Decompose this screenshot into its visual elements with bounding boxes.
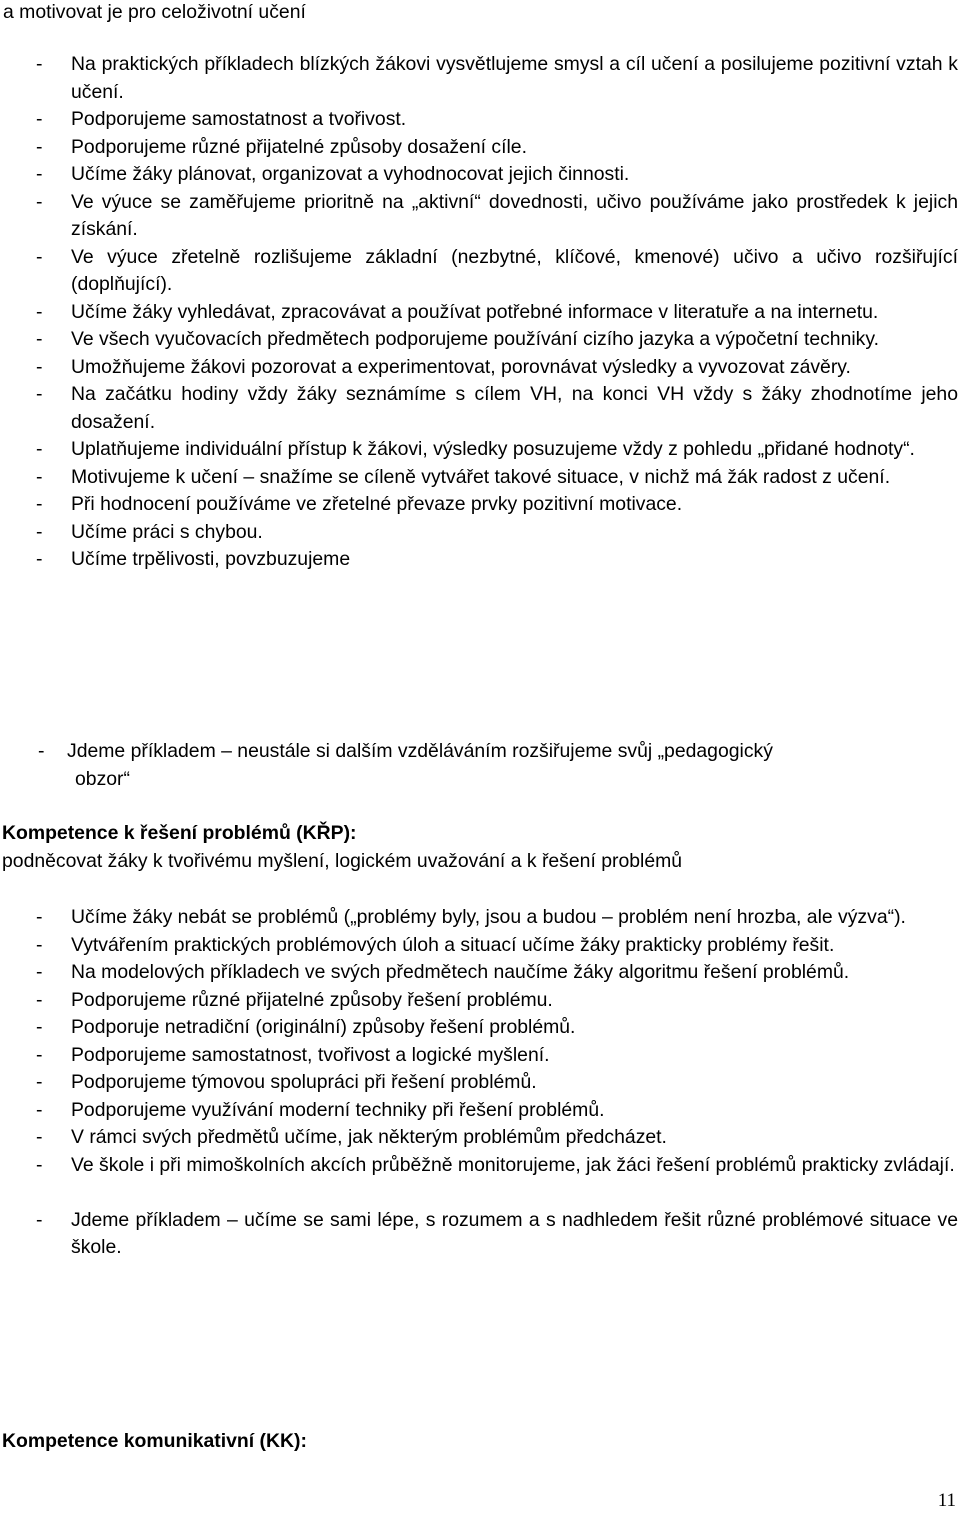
learning-competence-list bbox=[0, 51, 958, 574]
example-line-2: obzor“ bbox=[75, 767, 130, 790]
list-item: - Motivujeme k učení – snažíme se cíleně vytvářet takové situace, v nichž má žák radost z učení. bbox=[0, 464, 958, 492]
list-item: - Učíme žáky plánovat, organizovat a vyhodnocovat jejich činnosti. bbox=[0, 161, 958, 189]
example-bullet-list bbox=[0, 738, 958, 793]
section-subheading-krp: podněcovat žáky k tvořivému myšlení, logickém uvažování a k řešení problémů bbox=[2, 850, 683, 872]
list-item: - Jdeme příkladem – učíme se sami lépe, s rozumem a s nadhledem řešit různé problémové situace ve škole. bbox=[0, 1207, 958, 1262]
list-item: - Podporujeme různé přijatelné způsoby řešení problému. bbox=[0, 987, 958, 1015]
list-item: - Na praktických příkladech blízkých žákovi vysvětlujeme smysl a cíl učení a posilujeme pozitivní vztah k učení. bbox=[0, 51, 958, 106]
list-item: - Podporujeme samostatnost a tvořivost. bbox=[0, 106, 958, 134]
list-item: - Učíme žáky vyhledávat, zpracovávat a používat potřebné informace v literatuře a na internetu. bbox=[0, 299, 958, 327]
list-item: - Ve všech vyučovacích předmětech podporujeme používání cizího jazyka a výpočetní techniky. bbox=[0, 326, 958, 354]
list-item: - Učíme trpělivosti, povzbuzujeme bbox=[0, 546, 958, 574]
list-item: - Na modelových příkladech ve svých předmětech naučíme žáky algoritmu řešení problémů. bbox=[0, 959, 958, 987]
list-item: - Uplatňujeme individuální přístup k žákovi, výsledky posuzujeme vždy z pohledu „přidané hodnoty“. bbox=[0, 436, 958, 464]
list-item: - Na začátku hodiny vždy žáky seznámíme s cílem VH, na konci VH vždy s žáky zhodnotíme jeho dosažení. bbox=[0, 381, 958, 436]
list-item: - Podporujeme samostatnost, tvořivost a logické myšlení. bbox=[0, 1042, 958, 1070]
list-item: - Ve výuce se zaměřujeme prioritně na „aktivní“ dovednosti, učivo používáme jako prostředek k jejich získání. bbox=[0, 189, 958, 244]
section-heading-kk: Kompetence komunikativní (KK): bbox=[2, 1430, 307, 1452]
list-item: - Při hodnocení používáme ve zřetelné převaze prvky pozitivní motivace. bbox=[0, 491, 958, 519]
list-item: - Učíme práci s chybou. bbox=[0, 519, 958, 547]
list-item bbox=[0, 738, 958, 793]
list-item: - Podporujeme využívání moderní techniky při řešení problémů. bbox=[0, 1097, 958, 1125]
list-item: - Ve výuce zřetelně rozlišujeme základní (nezbytné, klíčové, kmenové) učivo a učivo rozšiřující (doplňující). bbox=[0, 244, 958, 299]
list-item: - Učíme žáky nebát se problémů („problémy byly, jsou a budou – problém není hrozba, ale výzva“). bbox=[0, 904, 958, 932]
section-heading-krp: Kompetence k řešení problémů (KŘP): bbox=[2, 822, 357, 844]
list-item: - Podporuje netradiční (originální) způsoby řešení problémů. bbox=[0, 1014, 958, 1042]
list-item: - Umožňujeme žákovi pozorovat a experimentovat, porovnávat výsledky a vyvozovat závěry. bbox=[0, 354, 958, 382]
list-item: - Ve škole i při mimoškolních akcích průběžně monitorujeme, jak žáci řešení problémů prakticky zvládají. bbox=[0, 1152, 958, 1180]
problem-solving-list bbox=[0, 904, 958, 1262]
intro-line: a motivovat je pro celoživotní učení bbox=[3, 1, 306, 23]
list-item: - Vytvářením praktických problémových úloh a situací učíme žáky prakticky problémy řešit. bbox=[0, 932, 958, 960]
list-item: - Podporujeme týmovou spolupráci při řešení problémů. bbox=[0, 1069, 958, 1097]
page-number: 11 bbox=[937, 1490, 956, 1511]
list-item: - V rámci svých předmětů učíme, jak některým problémům předcházet. bbox=[0, 1124, 958, 1152]
example-line-1: Jdeme příkladem – neustále si dalším vzděláváním rozšiřujeme svůj „pedagogický bbox=[67, 740, 773, 762]
list-item: - Podporujeme různé přijatelné způsoby dosažení cíle. bbox=[0, 134, 958, 162]
